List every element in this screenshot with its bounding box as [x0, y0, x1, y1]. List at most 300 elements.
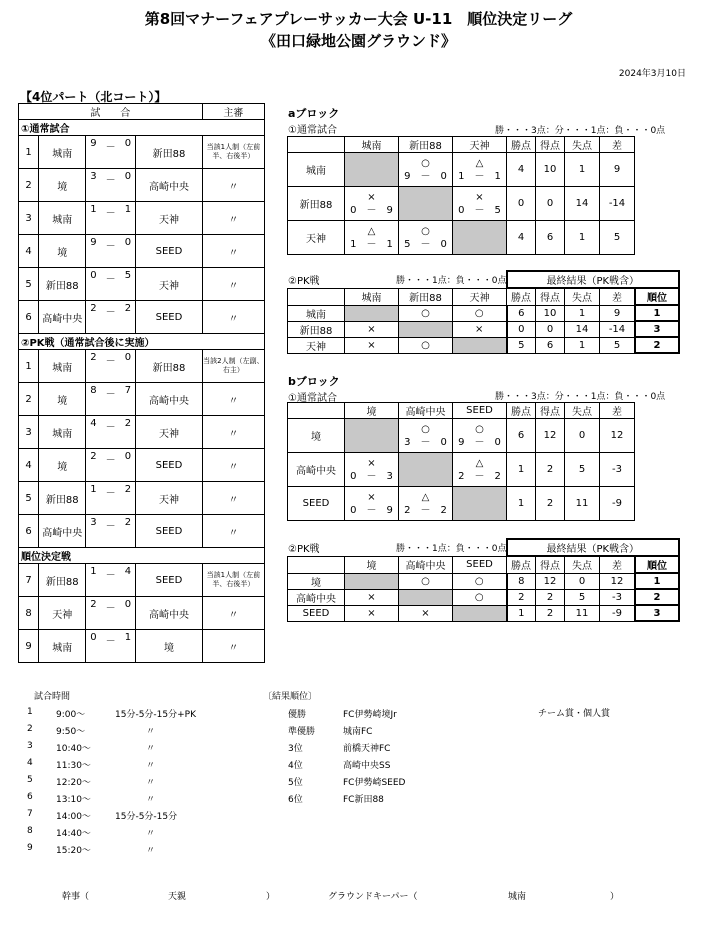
referee-cell: [202, 301, 264, 334]
league-team-row: [288, 221, 635, 255]
away-score: 1: [124, 204, 132, 215]
result-place: 3位: [288, 744, 303, 754]
result-score: 2 － 2: [404, 504, 447, 516]
score-pair: [86, 171, 135, 186]
stat-cell: 11: [565, 605, 600, 621]
referee-cell: [202, 136, 264, 169]
match-row: [19, 202, 265, 235]
score-pair: [86, 599, 135, 614]
score-dash: －: [105, 356, 116, 367]
referee-cell: [202, 597, 264, 630]
stat-cell: -3: [600, 589, 636, 605]
team-column-header: SEED: [453, 556, 507, 573]
stat-column-header: 得点: [536, 137, 565, 153]
self-cell: [399, 589, 453, 605]
stat-cell: 6: [536, 337, 565, 353]
referee-note: 当該1人制（左前半、右後半）: [206, 571, 261, 588]
result-mark: △: [475, 157, 484, 169]
schedule-label: 試合時間: [34, 692, 71, 702]
schedule-number: 9: [27, 843, 33, 853]
page-title: 第8回マナーフェアプレーサッカー大会 U-11 順位決定リーグ: [144, 10, 573, 28]
away-team: SEED: [136, 564, 203, 597]
match-row: [19, 449, 265, 482]
result-cell: [399, 221, 453, 255]
away-score: 2: [124, 418, 132, 429]
result-place: 準優勝: [288, 727, 316, 737]
stat-cell: -14: [600, 321, 636, 337]
match-score: [86, 383, 136, 416]
match-score: [86, 416, 136, 449]
match-row: [19, 268, 265, 301]
block-a-normal-label: ①通常試合: [288, 125, 337, 136]
away-team: SEED: [136, 235, 203, 268]
result-score: 1 － 1: [458, 170, 501, 182]
result-cell: [399, 419, 453, 453]
score-pair: [86, 566, 135, 581]
result-mark: △: [475, 457, 484, 469]
team-row-header: 城南: [288, 305, 345, 321]
stat-cell: 5: [565, 453, 600, 487]
home-team: 高崎中央: [39, 515, 86, 548]
schedule-duration: 〃: [146, 829, 156, 839]
team-column-header: 城南: [345, 137, 399, 153]
stat-cell: 12: [536, 573, 565, 589]
team-column-header: 城南: [345, 288, 399, 305]
schedule-number: 4: [27, 758, 33, 768]
match-row: [19, 136, 265, 169]
stat-cell: -14: [600, 187, 635, 221]
pk-result-cell: ×: [453, 321, 507, 337]
team-row-header: 高崎中央: [288, 453, 345, 487]
away-score: 4: [124, 566, 132, 577]
stat-cell: 0: [536, 187, 565, 221]
venue-title: 《田口緑地公園グラウンド》: [260, 32, 456, 50]
home-team: 境: [39, 383, 86, 416]
away-score: 0: [124, 138, 132, 149]
pk-result-cell: ×: [345, 589, 399, 605]
block-b-normal-label: ①通常試合: [288, 393, 337, 404]
stat-column-header: 得点: [536, 403, 565, 419]
rank-cell: 3: [635, 321, 679, 337]
score-dash: －: [105, 455, 116, 466]
score-pair: [86, 632, 135, 647]
match-number: 5: [19, 482, 39, 515]
kanji-value: 天親: [168, 892, 187, 902]
schedule-time: 13:10～: [56, 795, 91, 805]
schedule-time: 14:00～: [56, 812, 91, 822]
result-cell: [453, 453, 507, 487]
stat-cell: 10: [536, 153, 565, 187]
result-mark: ○: [475, 423, 484, 435]
pk-result-cell: ×: [345, 337, 399, 353]
team-row-header: 城南: [288, 153, 345, 187]
score-dash: －: [105, 636, 116, 647]
pk-result-cell: ×: [399, 605, 453, 621]
match-number: 5: [19, 268, 39, 301]
result-mark: ○: [421, 157, 430, 169]
stat-cell: 1: [507, 605, 536, 621]
result-score: 9 － 0: [404, 170, 447, 182]
match-score: [86, 564, 136, 597]
away-score: 2: [124, 484, 132, 495]
team-row-header: 新田88: [288, 321, 345, 337]
pk-team-row: [288, 337, 680, 353]
away-score: 2: [124, 303, 132, 314]
score-pair: [86, 385, 135, 400]
schedule-number: 1: [27, 707, 33, 717]
section-label: ①通常試合: [19, 120, 265, 136]
match-score: [86, 235, 136, 268]
score-dash: －: [105, 422, 116, 433]
referee-cell: [202, 169, 264, 202]
referee-ditto: 〃: [228, 181, 239, 193]
stat-cell: 1: [565, 337, 600, 353]
away-team: 新田88: [136, 136, 203, 169]
match-number: 4: [19, 235, 39, 268]
home-team: 境: [39, 235, 86, 268]
pk-team-row: [288, 605, 680, 621]
away-team: 境: [136, 630, 203, 663]
result-mark: ○: [421, 225, 430, 237]
rank-column-header: 順位: [635, 288, 679, 305]
match-score: [86, 301, 136, 334]
team-column-header: 境: [345, 556, 399, 573]
match-number: 4: [19, 449, 39, 482]
referee-cell: [202, 416, 264, 449]
block-b-pk-points: 勝・・・1点：負・・・0点: [396, 544, 507, 554]
result-team: 前橋天神FC: [343, 744, 391, 754]
result-cell: [345, 221, 399, 255]
schedule-number: 3: [27, 741, 33, 751]
referee-ditto: 〃: [228, 461, 239, 473]
match-row: [19, 482, 265, 515]
pk-header-row: [288, 288, 680, 305]
groundkeeper-close: ）: [610, 892, 620, 902]
stat-cell: 5: [600, 221, 635, 255]
stat-column-header: 失点: [565, 403, 600, 419]
home-team: 城南: [39, 416, 86, 449]
result-team: FC新田88: [343, 795, 384, 805]
score-dash: －: [105, 488, 116, 499]
away-score: 0: [124, 451, 132, 462]
home-score: 4: [90, 418, 97, 429]
match-score: [86, 449, 136, 482]
away-team: 高崎中央: [136, 597, 203, 630]
block-b-pk-label: ②PK戦: [288, 544, 320, 555]
part-label: 【4位パート（北コート）】: [20, 90, 167, 104]
score-pair: [86, 451, 135, 466]
team-column-header: SEED: [453, 403, 507, 419]
stat-cell: 1: [565, 305, 600, 321]
stat-cell: 0: [536, 321, 565, 337]
result-cell: [345, 453, 399, 487]
match-number: 8: [19, 597, 39, 630]
self-cell: [345, 153, 399, 187]
self-cell: [453, 221, 507, 255]
match-schedule-table: [18, 103, 265, 663]
stat-column-header: 得点: [536, 288, 565, 305]
schedule-duration: 〃: [146, 795, 156, 805]
final-result-label: 最終結果（PK戦含）: [507, 271, 680, 288]
corner-cell: [288, 137, 345, 153]
block-b-pk-table: [287, 538, 680, 622]
match-number: 7: [19, 564, 39, 597]
team-column-header: 高崎中央: [399, 556, 453, 573]
result-cell: [345, 187, 399, 221]
away-team: 天神: [136, 416, 203, 449]
schedule-time: 15:20～: [56, 846, 91, 856]
league-header-row: [288, 137, 635, 153]
referee-ditto: 〃: [228, 494, 239, 506]
referee-ditto: 〃: [228, 214, 239, 226]
result-cell: [453, 419, 507, 453]
pk-header-row: [288, 556, 680, 573]
stat-cell: 0: [565, 419, 600, 453]
home-team: 境: [39, 169, 86, 202]
match-row: [19, 597, 265, 630]
section-label: ②PK戦（通常試合後に実施）: [19, 334, 265, 350]
stat-cell: 4: [507, 221, 536, 255]
match-number: 6: [19, 515, 39, 548]
pk-team-row: [288, 321, 680, 337]
home-score: 8: [90, 385, 97, 396]
schedule-duration: 〃: [146, 846, 156, 856]
team-row-header: SEED: [288, 487, 345, 521]
kanji-close: ）: [266, 892, 276, 902]
match-number: 6: [19, 301, 39, 334]
result-place: 優勝: [288, 710, 307, 720]
match-score: [86, 268, 136, 301]
stat-cell: 2: [507, 589, 536, 605]
match-score: [86, 482, 136, 515]
schedule-number: 5: [27, 775, 33, 785]
referee-ditto: 〃: [228, 428, 239, 440]
league-team-row: [288, 419, 635, 453]
away-team: SEED: [136, 515, 203, 548]
score-pair: [86, 204, 135, 219]
result-cell: [453, 187, 507, 221]
score-pair: [86, 484, 135, 499]
stat-cell: 10: [536, 305, 565, 321]
result-score: 0 － 3: [350, 470, 393, 482]
stat-cell: 11: [565, 487, 600, 521]
pk-league-table: [287, 538, 680, 622]
block-b-label: bブロック: [288, 375, 340, 388]
team-column-header: 天神: [453, 288, 507, 305]
stat-cell: 14: [565, 321, 600, 337]
self-cell: [345, 573, 399, 589]
stat-cell: 2: [536, 487, 565, 521]
home-team: 城南: [39, 630, 86, 663]
home-score: 2: [90, 303, 97, 314]
home-score: 0: [90, 270, 97, 281]
home-team: 高崎中央: [39, 301, 86, 334]
self-cell: [399, 453, 453, 487]
match-number: 3: [19, 202, 39, 235]
result-team: 高崎中央SS: [343, 761, 391, 771]
stat-column-header: 差: [600, 556, 636, 573]
home-team: 新田88: [39, 268, 86, 301]
referee-cell: [202, 202, 264, 235]
score-dash: －: [105, 603, 116, 614]
team-row-header: 天神: [288, 337, 345, 353]
team-row-header: 高崎中央: [288, 589, 345, 605]
stat-cell: 12: [600, 419, 635, 453]
match-schedule-table-wrap: [18, 103, 265, 663]
schedule-duration: 〃: [146, 727, 156, 737]
score-dash: －: [105, 389, 116, 400]
self-cell: [453, 337, 507, 353]
home-score: 3: [90, 171, 97, 182]
result-cell: [399, 153, 453, 187]
match-score: [86, 202, 136, 235]
match-row: [19, 416, 265, 449]
stat-cell: 1: [507, 487, 536, 521]
result-cell: [399, 487, 453, 521]
home-score: 1: [90, 566, 97, 577]
home-score: 9: [90, 138, 97, 149]
league-team-row: [288, 453, 635, 487]
result-mark: △: [421, 491, 430, 503]
corner-cell: [288, 403, 345, 419]
result-score: 0 － 9: [350, 204, 393, 216]
away-team: 天神: [136, 268, 203, 301]
team-row-header: 新田88: [288, 187, 345, 221]
score-pair: [86, 237, 135, 252]
self-cell: [345, 419, 399, 453]
home-team: 城南: [39, 202, 86, 235]
pk-team-row: [288, 573, 680, 589]
stat-cell: 8: [507, 573, 536, 589]
final-result-label: 最終結果（PK戦含）: [507, 539, 680, 556]
pk-team-row: [288, 305, 680, 321]
result-score: 0 － 5: [458, 204, 501, 216]
match-column-header: 試 合: [19, 104, 203, 120]
league-team-row: [288, 487, 635, 521]
result-team: FC伊勢崎SEED: [343, 778, 406, 788]
referee-cell: [202, 235, 264, 268]
home-score: 1: [90, 484, 97, 495]
away-team: SEED: [136, 301, 203, 334]
match-row: [19, 564, 265, 597]
stat-column-header: 失点: [565, 556, 600, 573]
referee-cell: [202, 630, 264, 663]
stat-cell: 1: [565, 153, 600, 187]
stat-column-header: 勝点: [507, 403, 536, 419]
home-score: 2: [90, 451, 97, 462]
pk-title-blank: [288, 539, 507, 556]
pk-title-row: [288, 271, 680, 288]
result-cell: [345, 487, 399, 521]
corner-cell: [288, 288, 345, 305]
stat-cell: 2: [536, 453, 565, 487]
stat-column-header: 勝点: [507, 288, 536, 305]
away-team: 高崎中央: [136, 383, 203, 416]
result-mark: ×: [367, 457, 376, 469]
team-row-header: 天神: [288, 221, 345, 255]
stat-cell: 2: [536, 605, 565, 621]
league-team-row: [288, 187, 635, 221]
away-score: 1: [124, 632, 132, 643]
referee-cell: [202, 482, 264, 515]
pk-result-cell: ○: [399, 337, 453, 353]
match-row: [19, 235, 265, 268]
schedule-time: 10:40～: [56, 744, 91, 754]
team-column-header: 新田88: [399, 288, 453, 305]
referee-ditto: 〃: [228, 247, 239, 259]
rank-cell: 2: [635, 337, 679, 353]
block-a-normal-points: 勝・・・3点：分・・・1点：負・・・0点: [495, 126, 666, 136]
rank-cell: 2: [635, 589, 679, 605]
stat-cell: 1: [507, 453, 536, 487]
stat-cell: 9: [600, 305, 636, 321]
kanji-label: 幹事（: [62, 892, 90, 902]
referee-ditto: 〃: [228, 527, 239, 539]
result-score: 9 － 0: [458, 436, 501, 448]
result-score: 5 － 0: [404, 238, 447, 250]
match-row: [19, 301, 265, 334]
result-cell: [453, 153, 507, 187]
result-score: 1 － 1: [350, 238, 393, 250]
stat-cell: 6: [536, 221, 565, 255]
result-mark: ×: [475, 191, 484, 203]
block-a-pk-table: [287, 270, 680, 354]
stat-cell: -9: [600, 487, 635, 521]
referee-note: 当該1人制（左前半、右後半）: [206, 143, 261, 160]
stat-cell: 5: [507, 337, 536, 353]
score-dash: －: [105, 241, 116, 252]
away-team: 天神: [136, 202, 203, 235]
normal-league-table: [287, 136, 635, 255]
match-score: [86, 597, 136, 630]
match-row: [19, 630, 265, 663]
schedule-number: 6: [27, 792, 33, 802]
home-score: 2: [90, 352, 97, 363]
pk-league-table: [287, 270, 680, 354]
referee-cell: [202, 383, 264, 416]
match-row: [19, 383, 265, 416]
schedule-number: 8: [27, 826, 33, 836]
away-score: 0: [124, 352, 132, 363]
result-score: 0 － 9: [350, 504, 393, 516]
stat-cell: 0: [507, 321, 536, 337]
schedule-time: 12:20～: [56, 778, 91, 788]
stat-cell: 6: [507, 305, 536, 321]
home-team: 新田88: [39, 482, 86, 515]
result-place: 6位: [288, 795, 303, 805]
match-score: [86, 136, 136, 169]
home-score: 3: [90, 517, 97, 528]
schedule-time: 14:40～: [56, 829, 91, 839]
stat-cell: 12: [600, 573, 636, 589]
result-place: 4位: [288, 761, 303, 771]
referee-ditto: 〃: [228, 313, 239, 325]
pk-result-cell: ○: [453, 573, 507, 589]
result-score: 2 － 2: [458, 470, 501, 482]
match-number: 3: [19, 416, 39, 449]
match-score: [86, 169, 136, 202]
referee-cell: [202, 350, 264, 383]
match-row: [19, 515, 265, 548]
referee-cell: [202, 564, 264, 597]
stat-cell: 2: [536, 589, 565, 605]
pk-result-cell: ○: [453, 589, 507, 605]
pk-result-cell: ○: [399, 305, 453, 321]
result-team: 城南FC: [343, 727, 373, 737]
pk-result-cell: ○: [453, 305, 507, 321]
corner-cell: [288, 556, 345, 573]
away-score: 2: [124, 517, 132, 528]
